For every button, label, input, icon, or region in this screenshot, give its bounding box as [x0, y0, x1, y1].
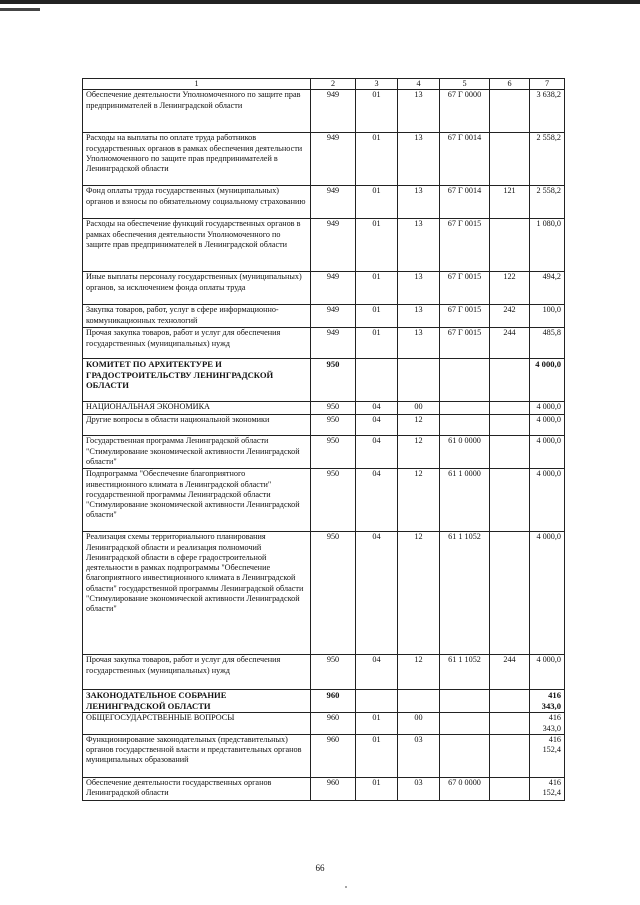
- subsection-cell: [398, 690, 440, 713]
- section-cell: 04: [356, 655, 398, 690]
- expense-type-cell: [490, 415, 530, 436]
- header-cell: 1: [83, 79, 311, 90]
- table-row: [83, 328, 565, 359]
- section-cell: 01: [356, 186, 398, 219]
- expense-type-cell: [490, 713, 530, 735]
- row-name-cell: Обеспечение деятельности Уполномоченного по защите прав предпринимателей в Ленинградской области: [83, 90, 311, 133]
- target-article-cell: 67 Г 0015: [440, 328, 490, 359]
- section-cell: [356, 359, 398, 402]
- table-row: [83, 690, 565, 713]
- grbs-cell: 949: [311, 133, 356, 186]
- grbs-cell: 950: [311, 359, 356, 402]
- section-cell: 04: [356, 469, 398, 532]
- subsection-cell: 12: [398, 436, 440, 469]
- expense-type-cell: 121: [490, 186, 530, 219]
- expense-type-cell: [490, 359, 530, 402]
- table-row: [83, 713, 565, 735]
- amount-cell: 4 000,0: [530, 655, 565, 690]
- target-article-cell: 67 Г 0000: [440, 90, 490, 133]
- scan-edge-mark: [0, 8, 40, 11]
- row-name-cell: Прочая закупка товаров, работ и услуг для обеспечения государственных (муниципальных) нужд: [83, 655, 311, 690]
- expense-type-cell: [490, 90, 530, 133]
- row-name-cell: НАЦИОНАЛЬНАЯ ЭКОНОМИКА: [83, 402, 311, 415]
- grbs-cell: 950: [311, 469, 356, 532]
- subsection-cell: 12: [398, 532, 440, 655]
- row-name-cell: КОМИТЕТ ПО АРХИТЕКТУРЕ И ГРАДОСТРОИТЕЛЬСТВУ ЛЕНИНГРАДСКОЙ ОБЛАСТИ: [83, 359, 311, 402]
- subsection-cell: 03: [398, 777, 440, 800]
- subsection-cell: 12: [398, 469, 440, 532]
- row-name-cell: Государственная программа Ленинградской области "Стимулирование экономической активности Ленинградской области": [83, 436, 311, 469]
- subsection-cell: 13: [398, 328, 440, 359]
- target-article-cell: [440, 402, 490, 415]
- grbs-cell: 950: [311, 655, 356, 690]
- row-name-cell: Подпрограмма "Обеспечение благоприятного инвестиционного климата в Ленинградской области" государственной программы Ленинградской области "Стимулирование экономической активности Ленинградской области": [83, 469, 311, 532]
- row-name-cell: Закупка товаров, работ, услуг в сфере информационно-коммуникационных технологий: [83, 305, 311, 328]
- row-name-cell: Реализация схемы территориального планирования Ленинградской области и реализация полномочий Ленинградской области в сфере градостроительной деятельности в рамках подпрограммы "Обеспечение благоприятного инвестиционного климата в Ленинградской области" государственной программы Ленинградской области "Стимулирование экономической активности Ленинградской области": [83, 532, 311, 655]
- amount-cell: 2 558,2: [530, 186, 565, 219]
- row-name-cell: ОБЩЕГОСУДАРСТВЕННЫЕ ВОПРОСЫ: [83, 713, 311, 735]
- subsection-cell: 03: [398, 734, 440, 777]
- target-article-cell: [440, 690, 490, 713]
- table-row: [83, 469, 565, 532]
- header-cell: 3: [356, 79, 398, 90]
- expense-type-cell: 244: [490, 328, 530, 359]
- expense-type-cell: [490, 734, 530, 777]
- amount-cell: 416 343,0: [530, 690, 565, 713]
- amount-cell: 1 080,0: [530, 219, 565, 272]
- header-cell: 6: [490, 79, 530, 90]
- target-article-cell: 61 1 0000: [440, 469, 490, 532]
- amount-cell: 2 558,2: [530, 133, 565, 186]
- subsection-cell: 12: [398, 415, 440, 436]
- expense-type-cell: 122: [490, 272, 530, 305]
- subsection-cell: [398, 359, 440, 402]
- section-cell: 01: [356, 713, 398, 735]
- row-name-cell: Прочая закупка товаров, работ и услуг для обеспечения государственных (муниципальных) нужд: [83, 328, 311, 359]
- expense-type-cell: [490, 436, 530, 469]
- amount-cell: 4 000,0: [530, 436, 565, 469]
- grbs-cell: 949: [311, 305, 356, 328]
- grbs-cell: 949: [311, 186, 356, 219]
- target-article-cell: [440, 415, 490, 436]
- target-article-cell: 61 1 1052: [440, 655, 490, 690]
- amount-cell: 416 152,4: [530, 777, 565, 800]
- section-cell: 01: [356, 133, 398, 186]
- subsection-cell: 13: [398, 272, 440, 305]
- header-cell: 7: [530, 79, 565, 90]
- scan-speck: [345, 886, 347, 888]
- target-article-cell: 67 Г 0015: [440, 272, 490, 305]
- amount-cell: 4 000,0: [530, 402, 565, 415]
- page-number: 66: [315, 863, 325, 873]
- amount-cell: 100,0: [530, 305, 565, 328]
- grbs-cell: 949: [311, 328, 356, 359]
- target-article-cell: [440, 713, 490, 735]
- target-article-cell: 67 0 0000: [440, 777, 490, 800]
- section-cell: 01: [356, 777, 398, 800]
- table-row: [83, 415, 565, 436]
- target-article-cell: [440, 734, 490, 777]
- amount-cell: 416 343,0: [530, 713, 565, 735]
- row-name-cell: Расходы на выплаты по оплате труда работников государственных органов в рамках обеспечения деятельности Уполномоченного по защите прав предпринимателей в Ленинградской области: [83, 133, 311, 186]
- row-name-cell: Обеспечение деятельности государственных органов Ленинградской области: [83, 777, 311, 800]
- expense-type-cell: [490, 402, 530, 415]
- expense-type-cell: 244: [490, 655, 530, 690]
- target-article-cell: 67 Г 0015: [440, 219, 490, 272]
- amount-cell: 4 000,0: [530, 415, 565, 436]
- row-name-cell: Иные выплаты персоналу государственных (муниципальных) органов, за исключением фонда оплаты труда: [83, 272, 311, 305]
- section-cell: 01: [356, 305, 398, 328]
- grbs-cell: 949: [311, 219, 356, 272]
- table-row: [83, 133, 565, 186]
- table-row: [83, 272, 565, 305]
- section-cell: 04: [356, 532, 398, 655]
- amount-cell: 494,2: [530, 272, 565, 305]
- section-cell: 01: [356, 272, 398, 305]
- section-cell: 01: [356, 328, 398, 359]
- table-row: [83, 402, 565, 415]
- grbs-cell: 950: [311, 402, 356, 415]
- section-cell: 01: [356, 734, 398, 777]
- target-article-cell: 67 Г 0014: [440, 186, 490, 219]
- table-row: [83, 655, 565, 690]
- expense-type-cell: [490, 777, 530, 800]
- budget-table: [82, 78, 565, 801]
- target-article-cell: 61 1 1052: [440, 532, 490, 655]
- amount-cell: 3 638,2: [530, 90, 565, 133]
- target-article-cell: 67 Г 0015: [440, 305, 490, 328]
- expense-type-cell: [490, 219, 530, 272]
- section-cell: [356, 690, 398, 713]
- grbs-cell: 949: [311, 272, 356, 305]
- section-cell: 01: [356, 219, 398, 272]
- section-cell: 04: [356, 402, 398, 415]
- subsection-cell: 13: [398, 186, 440, 219]
- table-row: [83, 186, 565, 219]
- subsection-cell: 00: [398, 402, 440, 415]
- expense-type-cell: 242: [490, 305, 530, 328]
- grbs-cell: 949: [311, 90, 356, 133]
- grbs-cell: 950: [311, 415, 356, 436]
- table-row: [83, 359, 565, 402]
- subsection-cell: 13: [398, 133, 440, 186]
- expense-type-cell: [490, 469, 530, 532]
- table-row: [83, 532, 565, 655]
- grbs-cell: 950: [311, 532, 356, 655]
- header-cell: 4: [398, 79, 440, 90]
- amount-cell: 4 000,0: [530, 532, 565, 655]
- grbs-cell: 950: [311, 436, 356, 469]
- amount-cell: 416 152,4: [530, 734, 565, 777]
- grbs-cell: 960: [311, 690, 356, 713]
- row-name-cell: Фонд оплаты труда государственных (муниципальных) органов и взносы по обязательному социальному страхованию: [83, 186, 311, 219]
- subsection-cell: 13: [398, 305, 440, 328]
- expense-type-cell: [490, 532, 530, 655]
- amount-cell: 4 000,0: [530, 469, 565, 532]
- amount-cell: 4 000,0: [530, 359, 565, 402]
- target-article-cell: 61 0 0000: [440, 436, 490, 469]
- table-row: [83, 305, 565, 328]
- table-row: [83, 219, 565, 272]
- section-cell: 01: [356, 90, 398, 133]
- amount-cell: 485,8: [530, 328, 565, 359]
- target-article-cell: [440, 359, 490, 402]
- scan-edge-bar: [0, 0, 640, 4]
- table-row: [83, 734, 565, 777]
- row-name-cell: Другие вопросы в области национальной экономики: [83, 415, 311, 436]
- table-row: [83, 777, 565, 800]
- row-name-cell: Расходы на обеспечение функций государственных органов в рамках обеспечения деятельности Уполномоченного по защите прав предпринимателей в Ленинградской области: [83, 219, 311, 272]
- section-cell: 04: [356, 436, 398, 469]
- section-cell: 04: [356, 415, 398, 436]
- subsection-cell: 12: [398, 655, 440, 690]
- header-cell: 2: [311, 79, 356, 90]
- row-name-cell: Функционирование законодательных (представительных) органов государственной власти и представительных органов муниципальных образований: [83, 734, 311, 777]
- table-row: [83, 90, 565, 133]
- header-cell: 5: [440, 79, 490, 90]
- subsection-cell: 00: [398, 713, 440, 735]
- grbs-cell: 960: [311, 777, 356, 800]
- target-article-cell: 67 Г 0014: [440, 133, 490, 186]
- row-name-cell: ЗАКОНОДАТЕЛЬНОЕ СОБРАНИЕ ЛЕНИНГРАДСКОЙ ОБЛАСТИ: [83, 690, 311, 713]
- table-row: [83, 436, 565, 469]
- expense-type-cell: [490, 690, 530, 713]
- subsection-cell: 13: [398, 219, 440, 272]
- grbs-cell: 960: [311, 734, 356, 777]
- expense-type-cell: [490, 133, 530, 186]
- grbs-cell: 960: [311, 713, 356, 735]
- table-header-row: [83, 79, 565, 90]
- subsection-cell: 13: [398, 90, 440, 133]
